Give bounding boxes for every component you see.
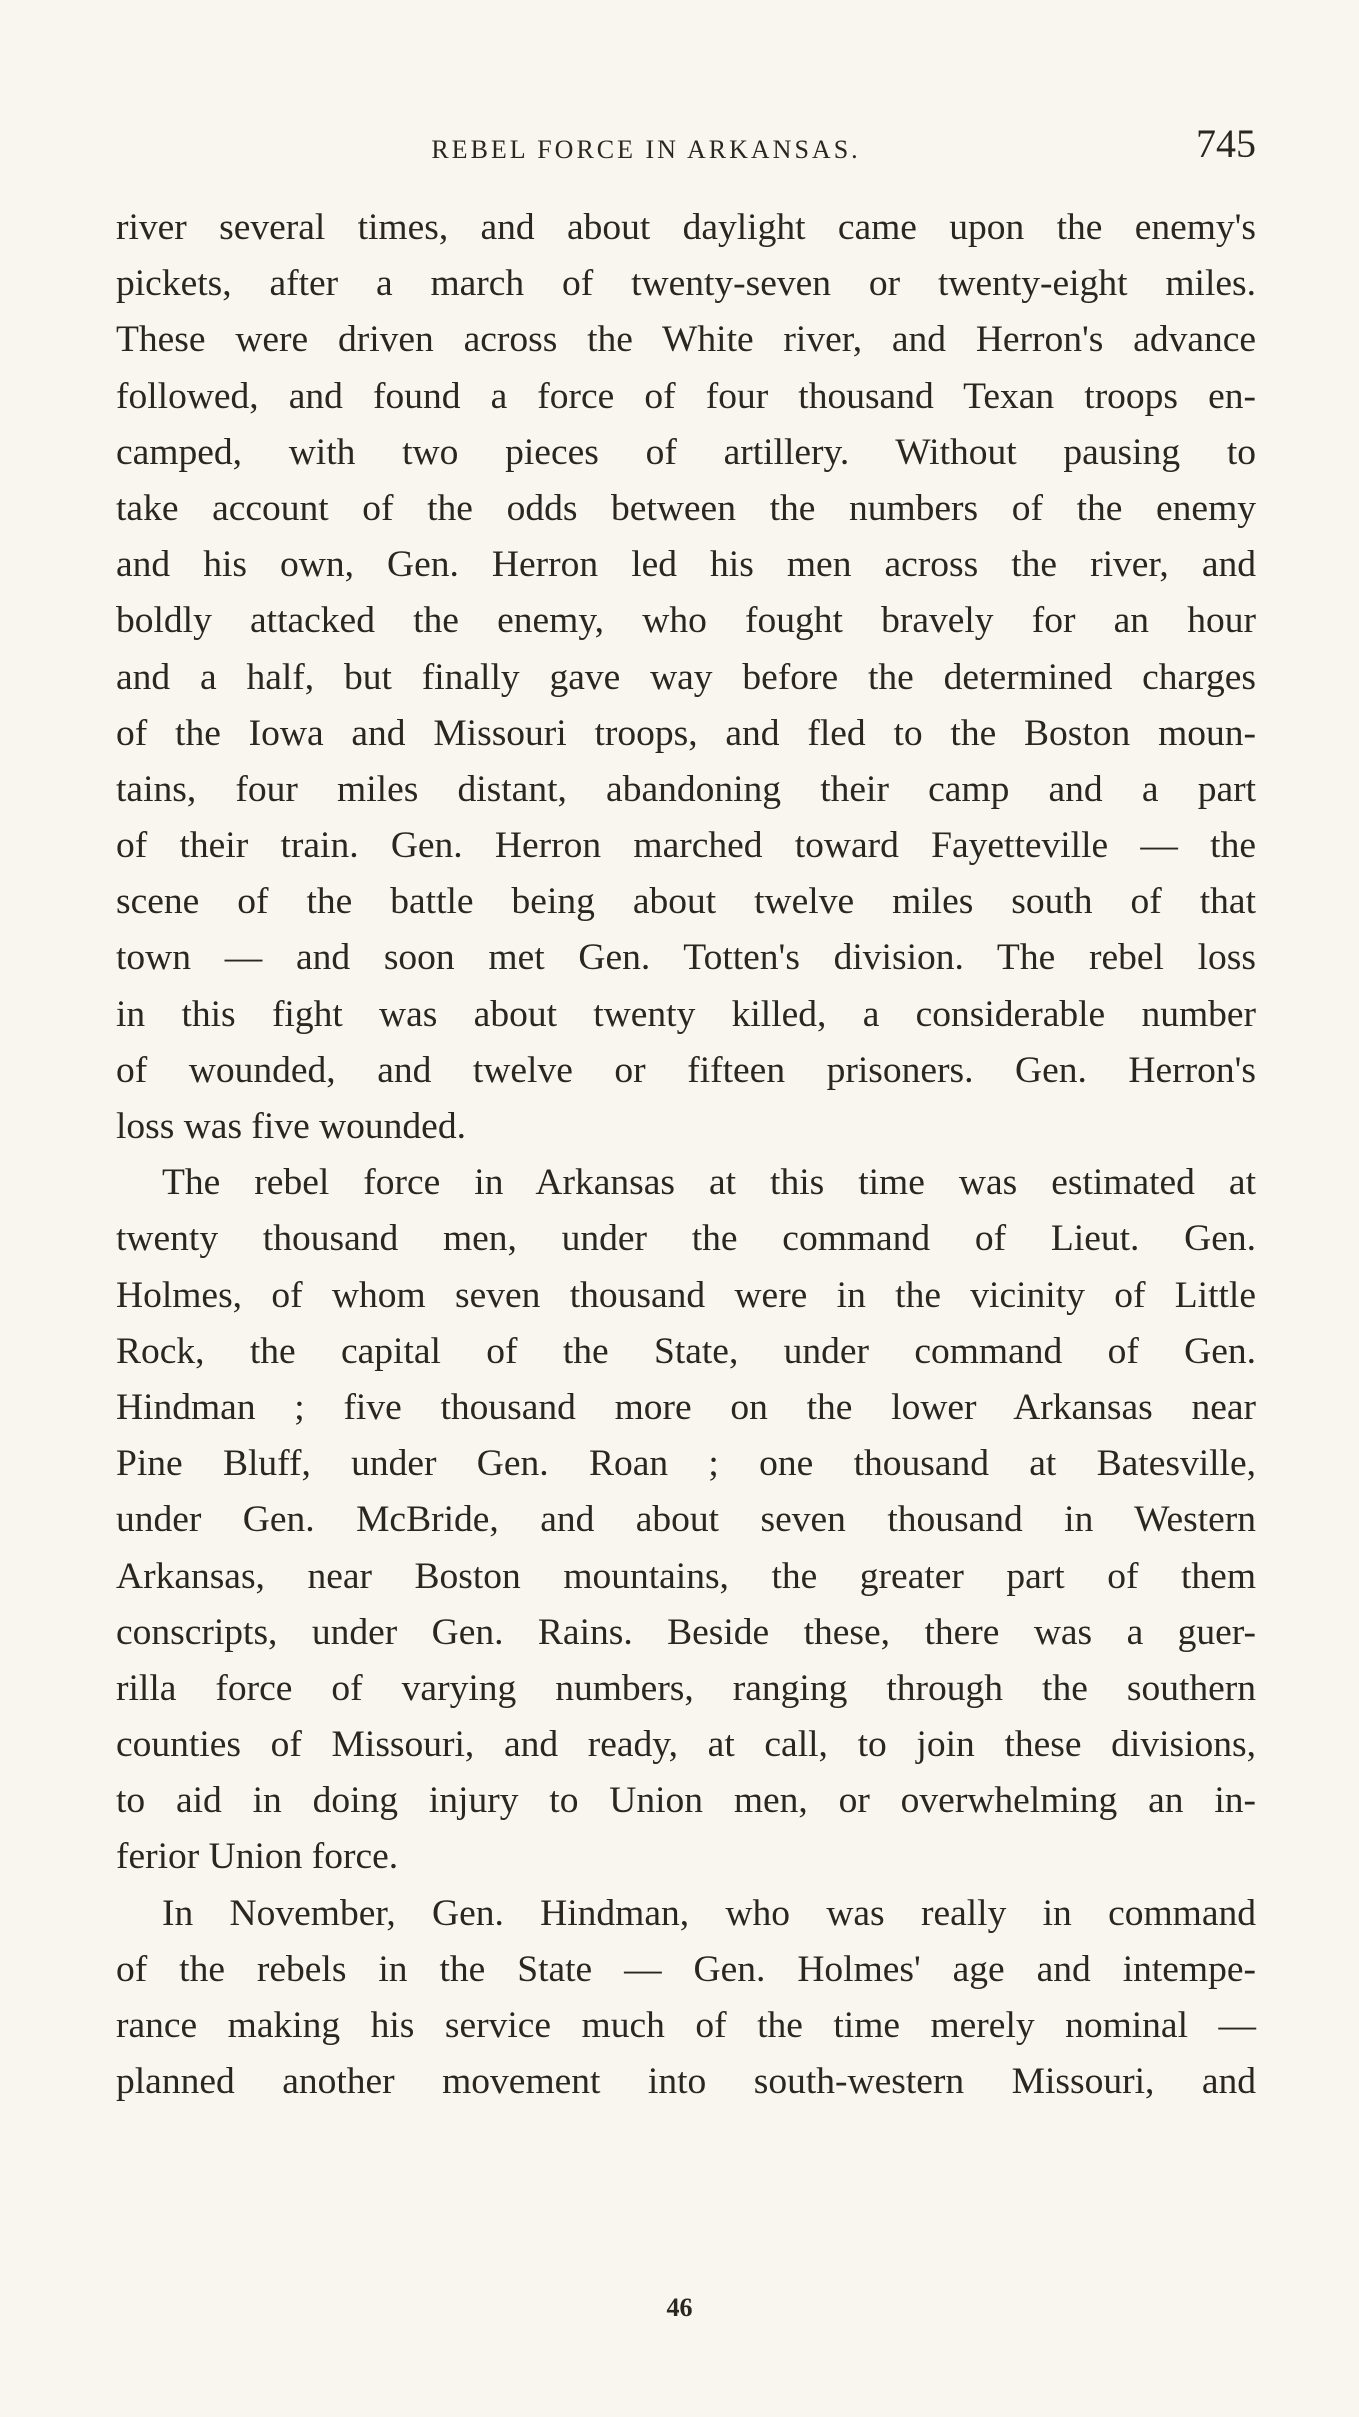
text-line: of the rebels in the State — Gen. Holmes' age and intempe-: [116, 1948, 1256, 1990]
text-line: of their train. Gen. Herron marched toward Fayetteville — the: [116, 825, 1256, 867]
text-line: tains, four miles distant, abandoning their camp and a part: [116, 768, 1256, 810]
text-line: pickets, after a march of twenty-seven or twenty-eight miles.: [116, 263, 1256, 305]
text-line: of the Iowa and Missouri troops, and fled to the Boston moun-: [116, 712, 1256, 754]
text-line: counties of Missouri, and ready, at call, to join these divisions,: [116, 1724, 1256, 1766]
text-line: take account of the odds between the numbers of the enemy: [116, 487, 1256, 529]
text-line: and his own, Gen. Herron led his men across the river, and: [116, 544, 1256, 586]
text-line: conscripts, under Gen. Rains. Beside these, there was a guer-: [116, 1611, 1256, 1653]
text-line: Hindman ; five thousand more on the lower Arkansas near: [116, 1386, 1256, 1428]
text-line: of wounded, and twelve or fifteen prisoners. Gen. Herron's: [116, 1049, 1256, 1091]
text-line: and a half, but finally gave way before the determined charges: [116, 656, 1256, 698]
paragraph-end-line: loss was five wounded.: [116, 1106, 466, 1147]
text-line: under Gen. McBride, and about seven thousand in Western: [116, 1499, 1256, 1541]
text-line: in this fight was about twenty killed, a considerable number: [116, 993, 1256, 1035]
text-line: Pine Bluff, under Gen. Roan ; one thousand at Batesville,: [116, 1443, 1256, 1485]
text-line: These were driven across the White river, and Herron's advance: [116, 319, 1256, 361]
page-number: 745: [1196, 121, 1256, 166]
text-line: Holmes, of whom seven thousand were in the vicinity of Little: [116, 1274, 1256, 1316]
text-line: rilla force of varying numbers, ranging through the southern: [116, 1667, 1256, 1709]
text-line: followed, and found a force of four thousand Texan troops en-: [116, 375, 1256, 417]
text-line: river several times, and about daylight came upon the enemy's: [116, 207, 1256, 248]
text-line: boldly attacked the enemy, who fought bravely for an hour: [116, 600, 1256, 642]
running-head: [116, 121, 1256, 175]
body-text: [116, 200, 1256, 2110]
paragraph-start-line: In November, Gen. Hindman, who was really in command: [162, 1892, 1256, 1934]
paragraph-end-line: ferior Union force.: [116, 1836, 399, 1878]
text-line: camped, with two pieces of artillery. Without pausing to: [116, 431, 1256, 473]
text-line: planned another movement into south-western Missouri, and: [116, 2061, 1256, 2103]
text-line: Rock, the capital of the State, under command of Gen.: [116, 1330, 1256, 1372]
running-title: REBEL FORCE IN ARKANSAS.: [431, 135, 861, 164]
text-line: Arkansas, near Boston mountains, the greater part of them: [116, 1555, 1256, 1597]
text-line: town — and soon met Gen. Totten's division. The rebel loss: [116, 937, 1256, 979]
text-line: to aid in doing injury to Union men, or overwhelming an in-: [116, 1780, 1256, 1822]
text-line: twenty thousand men, under the command of Lieut. Gen.: [116, 1218, 1256, 1260]
text-line: rance making his service much of the time merely nominal —: [116, 2005, 1256, 2046]
text-line: scene of the battle being about twelve miles south of that: [116, 881, 1256, 923]
signature-mark: 46: [666, 2293, 693, 2322]
paragraph-start-line: The rebel force in Arkansas at this time was estimated at: [162, 1162, 1256, 1204]
